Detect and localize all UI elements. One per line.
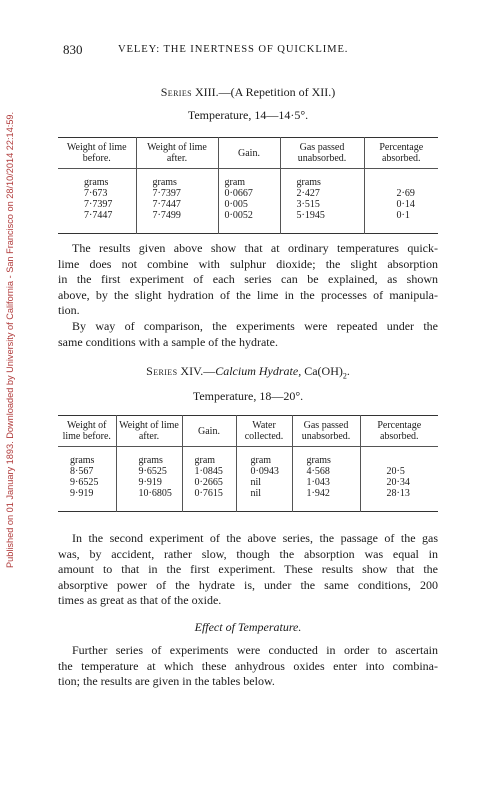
t13-unit: grams: [136, 169, 218, 189]
t14-header: Weight of lime before.: [58, 416, 116, 447]
series14-label: Series: [146, 364, 178, 378]
series14-table: [58, 415, 438, 512]
t13-cell: 7·7397: [136, 188, 218, 199]
t14-cell: 1·0845: [182, 466, 236, 477]
series13-title: [58, 85, 438, 100]
t13-header: Gain.: [218, 138, 280, 169]
t13-cell: 3·515: [280, 199, 364, 210]
t14-cell: 1·942: [292, 488, 360, 512]
text-line: Further series of experiments were conducted in order to ascertain: [72, 643, 438, 657]
paragraph-comparison: [58, 319, 438, 350]
page-number: 830: [63, 42, 83, 57]
series14-temperature: Temperature, 18—20°.: [192, 389, 304, 403]
t13-cell: 7·7397: [58, 199, 136, 210]
series13-table: [58, 137, 438, 234]
t14-unit: [360, 447, 438, 467]
series13-label: Series: [160, 85, 192, 99]
text-line: amount to that in the first experiment. These results show that the: [58, 562, 438, 577]
t13-cell: 7·7447: [58, 210, 136, 234]
series14-title-end: .: [346, 364, 350, 378]
text-line: in the first experiment of each series can be explained, as shown: [58, 272, 438, 287]
t14-cell: nil: [236, 477, 292, 488]
series13-temperature: Temperature, 14—14·5°.: [187, 108, 309, 122]
t13-cell: 7·7499: [136, 210, 218, 234]
series13-title-rest: XIII.—(A Repetition of XII.): [195, 85, 336, 99]
series14-title-num: XIV.—: [180, 364, 216, 378]
text-line: above, by the slight hydration of the lime in the processes of manipula-: [58, 287, 438, 302]
t13-header: Weight of lime before.: [58, 138, 136, 169]
table-row: [58, 488, 438, 512]
t14-cell: 0·2665: [182, 477, 236, 488]
table-row: [58, 466, 438, 477]
t14-unit: grams: [292, 447, 360, 467]
t14-cell: 9·6525: [58, 477, 116, 488]
t13-cell: 0·14: [396, 199, 415, 210]
t14-cell: 9·919: [58, 488, 116, 512]
t13-cell: 2·69: [396, 188, 415, 199]
t14-unit: gram: [236, 447, 292, 467]
t13-header: Percentage absorbed.: [364, 138, 438, 169]
sidebar-citation: [5, 28, 19, 568]
table-row: [58, 188, 438, 199]
t13-unit: grams: [280, 169, 364, 189]
paragraph-results: [58, 241, 438, 319]
text-line: same conditions with a sample of the hydrate.: [58, 334, 278, 349]
t14-cell: nil: [236, 488, 292, 512]
t14-cell: 9·6525: [116, 466, 182, 477]
series14-formula-sub: 2: [342, 371, 347, 381]
table-row: [58, 477, 438, 488]
t13-cell: 7·673: [58, 188, 136, 199]
t14-header: Percentage absorbed.: [360, 416, 438, 447]
t14-cell: 20·34: [386, 477, 410, 488]
t13-cell: 0·0052: [218, 210, 280, 234]
series14-title-italic: Calcium Hydrate,: [215, 364, 302, 378]
t13-header: Weight of lime after.: [136, 138, 218, 169]
t14-units-row: [58, 447, 438, 467]
table-row: [58, 210, 438, 234]
t14-cell: 1·043: [292, 477, 360, 488]
text-line: By way of comparison, the experiments were repeated under the: [72, 319, 438, 333]
t14-header: Gas passed unabsorbed.: [292, 416, 360, 447]
t14-unit: grams: [58, 447, 116, 467]
t14-header: Gain.: [182, 416, 236, 447]
text-line: the temperature at which these anhydrous oxides enter into combina-: [58, 658, 438, 673]
text-line: The results given above show that at ordinary temperatures quick-: [72, 241, 438, 255]
t14-cell: 0·0943: [236, 466, 292, 477]
t14-header: Water collected.: [236, 416, 292, 447]
series14-title: [58, 364, 438, 380]
t14-header: Weight of lime after.: [116, 416, 182, 447]
running-head: VELEY: THE INERTNESS OF QUICKLIME.: [118, 44, 349, 55]
t14-cell: 10·6805: [116, 488, 182, 512]
t13-cell: 0·1: [396, 210, 410, 221]
t14-cell: 8·567: [58, 466, 116, 477]
paragraph-further-series: [58, 643, 438, 690]
t14-cell: 0·7615: [182, 488, 236, 512]
paragraph-second-experiment: [58, 531, 438, 609]
sidebar-citation-text: Published on 01 January 1893. Downloaded by University of California - San Francisco on 28/10/2014 22:14:59.: [5, 111, 15, 568]
text-line: In the second experiment of the above series, the passage of the gas: [72, 531, 438, 545]
text-line: times as great as that of the oxide.: [58, 593, 222, 608]
t13-cell: 0·0667: [218, 188, 280, 199]
t13-cell: 7·7447: [136, 199, 218, 210]
text-line: was, by accident, rather slow, though the absorption was equal in: [58, 546, 438, 561]
t14-unit: gram: [182, 447, 236, 467]
series14-formula: Ca(OH): [304, 364, 343, 378]
section-heading: Effect of Temperature.: [194, 620, 302, 634]
t13-units-row: [58, 169, 438, 189]
t13-header: Gas passed unabsorbed.: [280, 138, 364, 169]
text-line: absorptive power of the hydrate is, under the same conditions, 200: [58, 577, 438, 592]
t14-cell: 4·568: [292, 466, 360, 477]
t14-cell: 9·919: [116, 477, 182, 488]
t13-unit: [364, 169, 438, 189]
t13-unit: gram: [218, 169, 280, 189]
t13-cell: 0·005: [218, 199, 280, 210]
t14-unit: grams: [116, 447, 182, 467]
text-line: tion; the results are given in the tables below.: [58, 674, 275, 689]
table-row: [58, 199, 438, 210]
text-line: lime does not combine with sulphur dioxide; the slight absorption: [58, 256, 438, 271]
t13-unit: grams: [58, 169, 136, 189]
text-line: tion.: [58, 303, 80, 318]
t13-cell: 2·427: [280, 188, 364, 199]
t14-cell: 28·13: [386, 488, 410, 499]
t13-cell: 5·1945: [280, 210, 364, 234]
t14-cell: 20·5: [386, 466, 405, 477]
